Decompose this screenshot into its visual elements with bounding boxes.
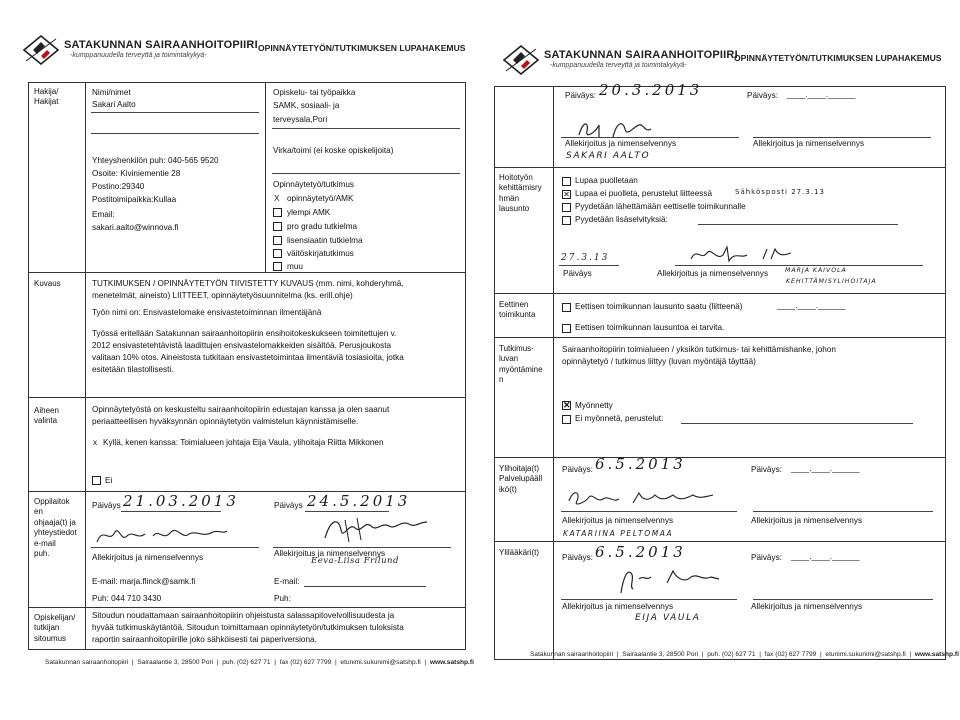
thesis-type-checkbox-lisensiaatti[interactable] [273, 236, 282, 245]
applicant2-date-label: Päiväys: [747, 91, 778, 100]
topic-yes-text[interactable]: Kyllä, kenen kanssa: Toimialueen johtaja Eija Vaula, ylihoitaja Riitta Mikkonen [103, 438, 384, 447]
organization-tagline: -kumppanuudella terveyttä ja toimintakykyä- [550, 62, 687, 69]
thesis-type-option-amk[interactable]: opinnäytetyö/AMK [287, 194, 354, 203]
development-option-more-info: Pyydetään lisäselvityksiä: [575, 215, 668, 224]
organization-logo-icon [23, 35, 59, 65]
development-date-label: Päiväys [563, 269, 592, 278]
form-title: OPINNÄYTETYÖN/TUTKIMUKSEN LUPAHAKEMUS [734, 53, 942, 63]
development-option-approve: Lupaa puolletaan [575, 176, 638, 185]
head-nurse-date-blank[interactable]: ____.____.______ [791, 464, 860, 473]
ethics-statement-label: Eettisen toimikunnan lausunto saatu (liitteenä) [575, 302, 743, 311]
thesis-type-option-muu: muu [287, 262, 303, 271]
development-name-2-handwritten[interactable]: KEHITTÄMISYLIHOITAJA [786, 278, 877, 285]
thesis-type-option-ylempi: ylempi AMK [287, 208, 331, 217]
applicant-name-handwritten[interactable]: SAKARI AALTO [566, 151, 651, 161]
application-form-frame [28, 82, 466, 650]
permit-text-1: Sairaanhoitopiirin toimialueen / yksikön tutkimus- tai kehittämishanke, johon [562, 345, 836, 354]
organization-logo-icon [503, 45, 539, 75]
thesis-type-selected-mark: X [274, 194, 280, 203]
chief-physician-signature [615, 565, 725, 595]
supervisor-email-1[interactable]: E-mail: marja.flinck@samk.fi [92, 577, 196, 586]
thesis-type-option-gradu: pro gradu tutkielma [287, 222, 358, 231]
development-name-1-handwritten[interactable]: MARJA KAIVOLA [785, 267, 847, 274]
organization-name: SATAKUNNAN SAIRAANHOITOPIIRI [544, 49, 738, 61]
development-sign-label: Allekirjoitus ja nimenselvennys [657, 269, 769, 278]
applicant2-date-blank[interactable]: ____.____.______ [787, 90, 856, 99]
section-label-commitment: Opiskelijan/ tutkijan sitoumus [34, 613, 76, 643]
page-header [20, 30, 468, 78]
description-work-name[interactable]: Työn nimi on: Ensivastelomake ensivastetoiminnan ilmentäjänä [92, 308, 322, 317]
section-label-chief-physician: Ylilääkäri(t) [499, 548, 540, 557]
applicant2-sign-label: Allekirjoitus ja nimenselvennys [753, 139, 865, 148]
chief-physician-date-blank[interactable]: ____.____.______ [791, 552, 860, 561]
thesis-type-checkbox-ylempi[interactable] [273, 208, 282, 217]
thesis-type-checkbox-muu[interactable] [273, 262, 282, 271]
applicant-sign-label: Allekirjoitus ja nimenselvennys [565, 139, 677, 148]
permit-denied-checkbox[interactable] [562, 415, 571, 424]
description-body-2[interactable]: 2012 ensivastetehtävistä laadittujen ensivastelomakkeiden sisältöä. Perusjoukosta [92, 341, 392, 350]
section-label-description: Kuvaus [34, 279, 61, 288]
topic-no-label: Ei [105, 476, 113, 485]
description-body-1[interactable]: Työssä eritellään Satakunnan sairaanhoitopiirin ensihoitokeskukseen toimitettujen v. [92, 329, 397, 338]
page-header [500, 40, 950, 88]
form-title: OPINNÄYTETYÖN/TUTKIMUKSEN LUPAHAKEMUS [258, 43, 466, 53]
development-option-reject: Lupaa ei puolleta, perustelut liitteessä [575, 189, 713, 198]
commitment-text-2: hyvää tutkimuskäytäntöä. Sitoudun toimittamaan opinnäytetyön/tutkimuksen tuloksista [92, 623, 404, 632]
development-note-handwritten[interactable]: Sähkösposti 27.3.13 [735, 188, 825, 196]
permit-text-2: opinnäytetyö / tutkimus liittyy (luvan myöntäjä täyttää) [562, 357, 756, 366]
topic-yes-mark: x [93, 438, 98, 447]
ethics-not-needed-label: Eettisen toimikunnan lausuntoa ei tarvita. [575, 323, 725, 332]
section-label-development-group: Hoitotyön kehittämisry hmän lausunto [499, 173, 542, 214]
head-nurse-date-label-1: Päiväys: [562, 465, 593, 474]
head-nurse-sign-label-2: Allekirjoitus ja nimenselvennys [751, 516, 863, 525]
topic-text-2: periaatteellisen hyväksynnän opinnäytetyön valmistelun käynnistämiselle. [92, 417, 359, 426]
supervisor-signature-1 [93, 522, 233, 548]
head-nurse-name-handwritten[interactable]: KATARIINA PELTOMAA [563, 529, 674, 538]
development-date-handwritten[interactable]: 27.3.13 [561, 253, 610, 263]
development-option-checkbox-approve[interactable] [562, 177, 571, 186]
thesis-type-option-vaitoskirja: väitöskirjatutkimus [287, 249, 354, 258]
supervisor-date-label-2: Päiväys [274, 501, 303, 510]
email-label: Email: [92, 210, 115, 219]
section-label-supervisor: Oppilaitok en ohjaaja(t) ja yhteystiedot e-mail puh. [34, 497, 77, 558]
chief-physician-date-label-1: Päiväys: [562, 553, 593, 562]
section-label-topic: Aiheen valinta [34, 406, 59, 426]
workplace-label: Opiskelu- tai työpaikka [273, 88, 356, 97]
ethics-statement-checkbox[interactable] [562, 303, 571, 312]
contact-address: Osoite: Kiviniementie 28 [92, 169, 181, 178]
approval-form-frame [494, 81, 946, 660]
supervisor-phone-1[interactable]: Puh: 044 710 3430 [92, 594, 162, 603]
name-label: Nimi/nimet [92, 88, 131, 97]
contact-phone: Yhteyshenkilön puh: 040-565 9520 [92, 156, 219, 165]
supervisor-name-2-handwritten[interactable]: Eeva-Liisa Frilund [311, 556, 399, 566]
thesis-type-checkbox-gradu[interactable] [273, 222, 282, 231]
page-footer: Satakunnan sairaanhoitopiiri | Sairaalantie 3, 28500 Pori | puh. (02) 627 71 | fax (02) 627 7799 | etunimi.sukunimi@satshp.fi | www.satshp.fi [530, 651, 959, 658]
head-nurse-sign-label-1: Allekirjoitus ja nimenselvennys [562, 516, 674, 525]
thesis-type-label: Opinnäytetyö/tutkimus [273, 180, 355, 189]
supervisor-sign-label-1: Allekirjoitus ja nimenselvennys [92, 553, 204, 562]
ethics-statement-date-blank[interactable]: ____.____.______ [777, 301, 846, 310]
commitment-text-3: raportin sairaanhoitopiirille joko sähköisesti tai paperiversiona. [92, 635, 317, 644]
commitment-text-1: Sitoudun noudattamaan sairaanhoitopiirin ohjeistusta salassapitovelvollisuudesta ja [92, 611, 395, 620]
organization-tagline: -kumppanuudella terveyttä ja toimintakykyä- [70, 52, 207, 59]
ethics-not-needed-checkbox[interactable] [562, 324, 571, 333]
permit-granted-label: Myönnetty [575, 401, 613, 410]
contact-postcode: Postino:29340 [92, 182, 145, 191]
name-value[interactable]: Sakari Aalto [92, 100, 136, 109]
supervisor-email-2[interactable]: E-mail: [274, 577, 300, 586]
email-value[interactable]: sakari.aalto@winnova.fi [92, 223, 179, 232]
chief-physician-date-label-2: Päiväys: [751, 553, 782, 562]
supervisor-date-2-handwritten[interactable]: 24.5.2013 [307, 492, 411, 510]
description-body-3[interactable]: valitaan 10% otos. Aineistosta tutkitaan ensivastetoimintaa ilmentäviä tosiasioita, jotka [92, 353, 404, 362]
topic-text-1: Opinnäytetyöstä on keskusteltu sairaanhoitopiirin edustajan kanssa ja olen saanut [92, 405, 390, 414]
development-option-checkbox-ethics[interactable] [562, 203, 571, 212]
applicant-date-label: Päiväys: [565, 91, 596, 100]
head-nurse-date-label-2: Päiväys: [751, 465, 782, 474]
topic-no-checkbox[interactable] [92, 476, 101, 485]
supervisor-date-1-handwritten[interactable]: 21.03.2013 [123, 492, 239, 510]
supervisor-phone-2[interactable]: Puh: [274, 594, 291, 603]
permit-granted-checkbox[interactable]: ✕ [563, 400, 571, 410]
permit-denied-label: Ei myönnetä, perustelut: [575, 414, 664, 423]
development-option-ethics: Pyydetään lähettämään eettiselle toimikunnalle [575, 202, 746, 211]
chief-physician-sign-label-2: Allekirjoitus ja nimenselvennys [751, 602, 863, 611]
organization-name: SATAKUNNAN SAIRAANHOITOPIIRI [64, 39, 258, 51]
form-page-2 [480, 0, 960, 720]
form-page-1 [0, 0, 478, 720]
workplace-value-1[interactable]: SAMK, sosiaali- ja [273, 101, 340, 110]
development-signature [687, 241, 797, 267]
chief-physician-sign-label-1: Allekirjoitus ja nimenselvennys [562, 602, 674, 611]
description-heading-2: menetelmät, aineisto) LIITTEET, opinnäytetyösuunnitelma (ks. erill.ohje) [92, 291, 353, 300]
supervisor-sign-label-2: Allekirjoitus ja nimenselvennys [274, 549, 386, 558]
supervisor-date-label-1: Päiväys [92, 501, 121, 510]
chief-physician-name-handwritten[interactable]: EIJA VAULA [635, 613, 701, 623]
development-option-checkbox-reject[interactable]: ✕ [563, 190, 570, 199]
workplace-value-2[interactable]: terveysala,Pori [273, 115, 328, 124]
head-nurse-signature [563, 487, 733, 509]
section-label-head-nurse: Ylihoitaja(t) Palvelupääll ikö(t) [499, 464, 543, 494]
position-label: Virka/toimi (ei koske opiskelijoita) [273, 146, 394, 155]
section-label-ethics: Eettinen toimikunta [499, 300, 536, 320]
description-body-4[interactable]: esitetään tilastollisesti. [92, 365, 174, 374]
section-label-permit: Tutkimus- luvan myöntämine n [499, 344, 543, 385]
head-nurse-date-handwritten[interactable]: 6.5.2013 [595, 455, 686, 473]
section-label-applicant: Hakija/ Hakijat [34, 87, 59, 107]
page-footer: Satakunnan sairaanhoitopiiri | Sairaalantie 3, 28500 Pori | puh. (02) 627 71 | fax (02) 627 7799 | etunimi.sukunimi@satshp.fi | www.satshp.fi [45, 659, 474, 666]
thesis-type-option-lisensiaatti: lisensiaatin tutkielma [287, 236, 363, 245]
description-heading-1: TUTKIMUKSEN / OPINNÄYTETYÖN TIIVISTETTY KUVAUS (mm. nimi, kohderyhmä, [92, 279, 404, 288]
contact-postoffice: Postitoimipaikka:Kullaa [92, 195, 177, 204]
applicant-date-handwritten[interactable]: 20.3.2013 [599, 81, 703, 99]
thesis-type-checkbox-vaitoskirja[interactable] [273, 249, 282, 258]
chief-physician-date-handwritten[interactable]: 6.5.2013 [595, 543, 686, 561]
supervisor-signature-2 [281, 514, 431, 546]
development-option-checkbox-more-info[interactable] [562, 216, 571, 225]
